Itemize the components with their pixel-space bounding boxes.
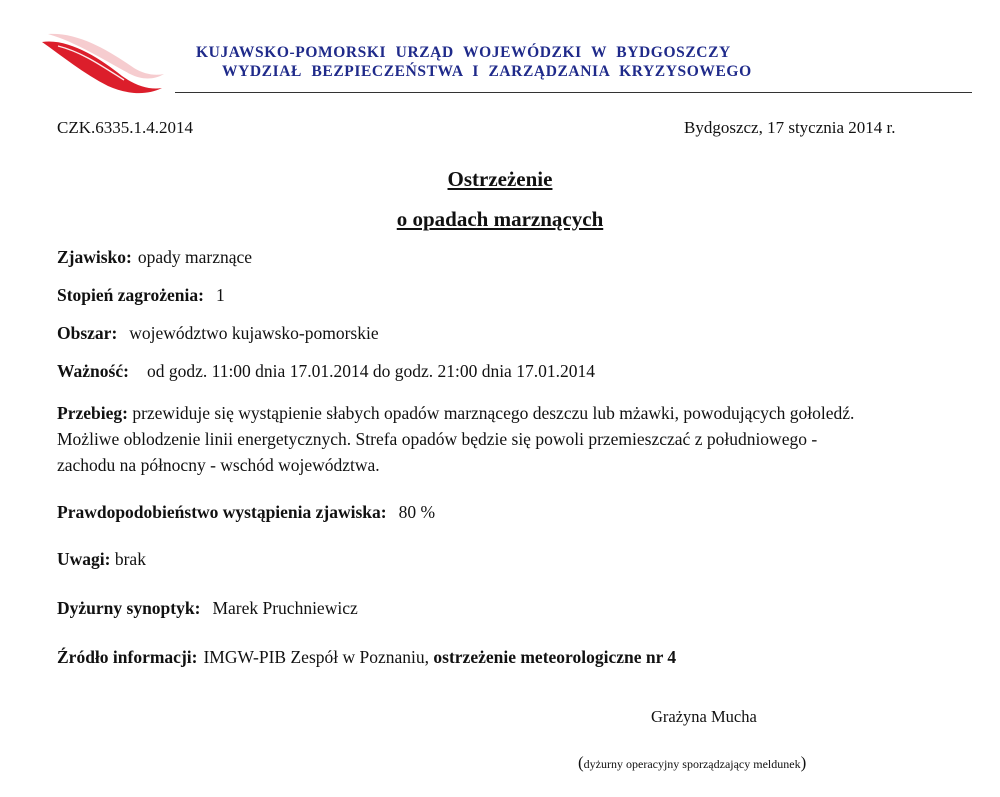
- field-label: Ważność:: [57, 361, 129, 381]
- field-label: Dyżurny synoptyk:: [57, 598, 201, 618]
- field-value: Marek Pruchniewicz: [212, 598, 358, 618]
- field-stopien-zagrozenia: [57, 285, 225, 306]
- field-obszar: [57, 323, 379, 344]
- field-zjawisko: [57, 247, 252, 268]
- org-name-line1: KUJAWSKO-POMORSKI URZĄD WOJEWÓDZKI W BYDGOSZCZY: [196, 44, 731, 61]
- field-label: Źródło informacji:: [57, 647, 198, 667]
- field-waznosc: [57, 361, 595, 382]
- header-divider: [175, 92, 972, 93]
- field-label: Obszar:: [57, 323, 118, 343]
- field-value: 80 %: [398, 502, 436, 522]
- field-zrodlo: [57, 647, 676, 668]
- field-synoptyk: [57, 598, 358, 619]
- field-przebieg: [57, 400, 877, 478]
- field-value-bold: ostrzeżenie meteorologiczne nr 4: [433, 647, 677, 667]
- field-label: Prawdopodobieństwo wystąpienia zjawiska:: [57, 502, 387, 522]
- red-white-flag-logo-icon: [38, 30, 168, 96]
- field-label: Przebieg:: [57, 403, 128, 423]
- field-uwagi: [57, 549, 146, 570]
- field-label: Zjawisko:: [57, 247, 132, 267]
- signature-role: (dyżurny operacyjny sporządzający meldunek): [578, 753, 807, 772]
- field-value: przewiduje się wystąpienie słabych opadów marznącego deszczu lub mżawki, powodujących gołoledź. Możliwe oblodzenie linii energetycznych. Strefa opadów będzie się powoli przemieszczać z południowego - zachodu na północny - wschód województwa.: [57, 403, 855, 475]
- signature-role-text: dyżurny operacyjny sporządzający meldunek: [583, 757, 801, 771]
- field-value: opady marznące: [137, 247, 253, 267]
- field-value: województwo kujawsko-pomorskie: [129, 323, 379, 343]
- signature-name: Grażyna Mucha: [651, 707, 757, 726]
- field-value: brak: [114, 549, 146, 569]
- document-date: Bydgoszcz, 17 stycznia 2014 r.: [684, 118, 896, 137]
- field-value: 1: [215, 285, 225, 305]
- reference-number: CZK.6335.1.4.2014: [57, 118, 193, 137]
- field-prawdopodobienstwo: [57, 502, 435, 523]
- field-value: od godz. 11:00 dnia 17.01.2014 do godz. 21:00 dnia 17.01.2014: [146, 361, 595, 381]
- field-label: Uwagi:: [57, 549, 111, 569]
- org-name-line2: WYDZIAŁ BEZPIECZEŃSTWA I ZARZĄDZANIA KRYZYSOWEGO: [222, 63, 752, 80]
- document-title: Ostrzeżenie: [447, 167, 553, 191]
- field-label: Stopień zagrożenia:: [57, 285, 204, 305]
- field-value: IMGW-PIB Zespół w Poznaniu,: [203, 647, 430, 667]
- document-subtitle: o opadach marznących: [396, 207, 604, 231]
